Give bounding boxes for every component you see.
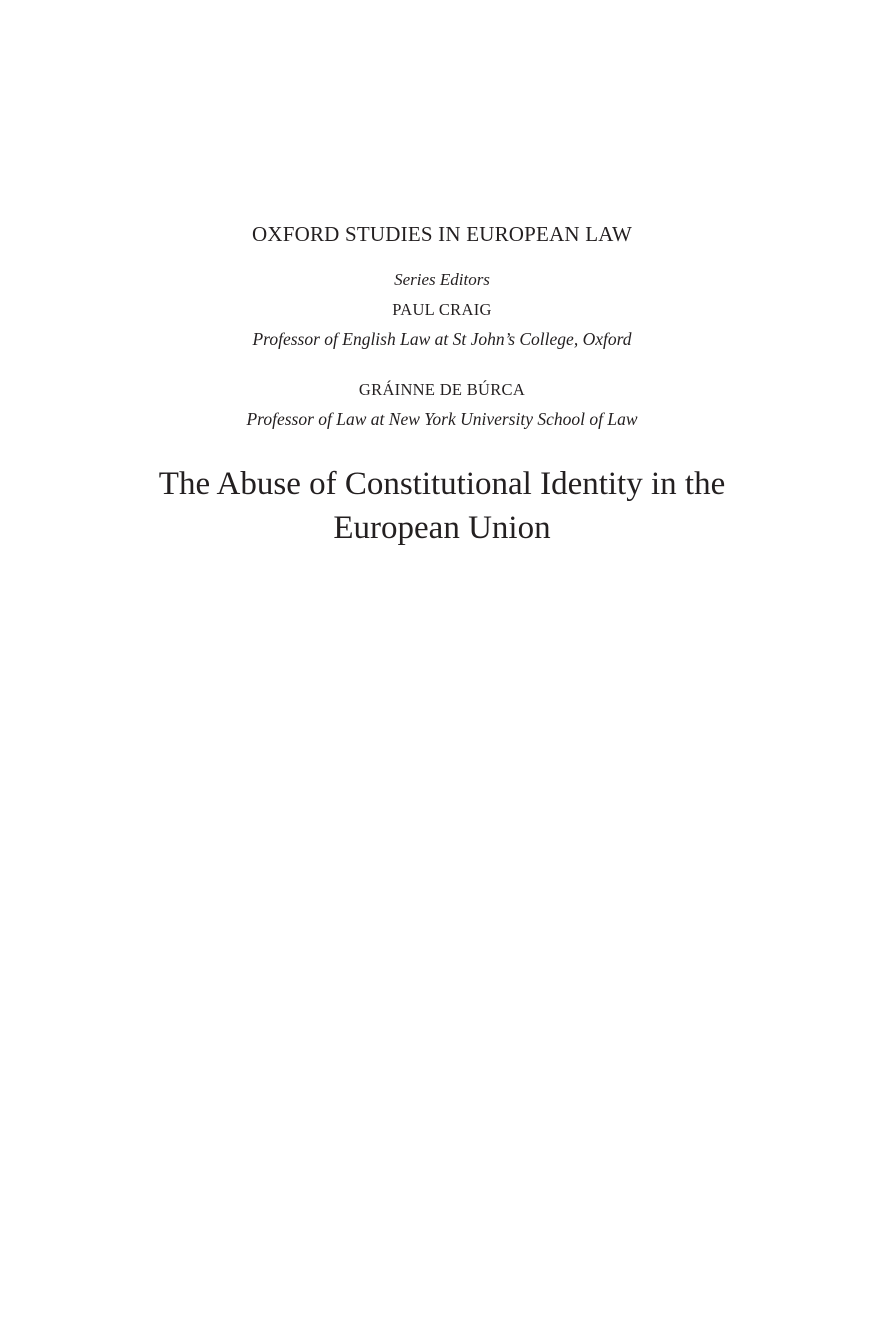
editor-affiliation: Professor of Law at New York University School of Law <box>246 409 638 429</box>
book-title-line: European Union <box>333 510 551 546</box>
editor-name: GRÁINNE DE BÚRCA <box>358 380 526 399</box>
editor-name: PAUL CRAIG <box>392 300 492 319</box>
editor-affiliation: Professor of English Law at St John’s College, Oxford <box>252 329 632 349</box>
series-title: OXFORD STUDIES IN EUROPEAN LAW <box>252 222 632 246</box>
book-title-line: The Abuse of Constitutional Identity in the <box>158 466 726 502</box>
book-title <box>0 462 884 550</box>
series-editors-label: Series Editors <box>394 270 490 289</box>
